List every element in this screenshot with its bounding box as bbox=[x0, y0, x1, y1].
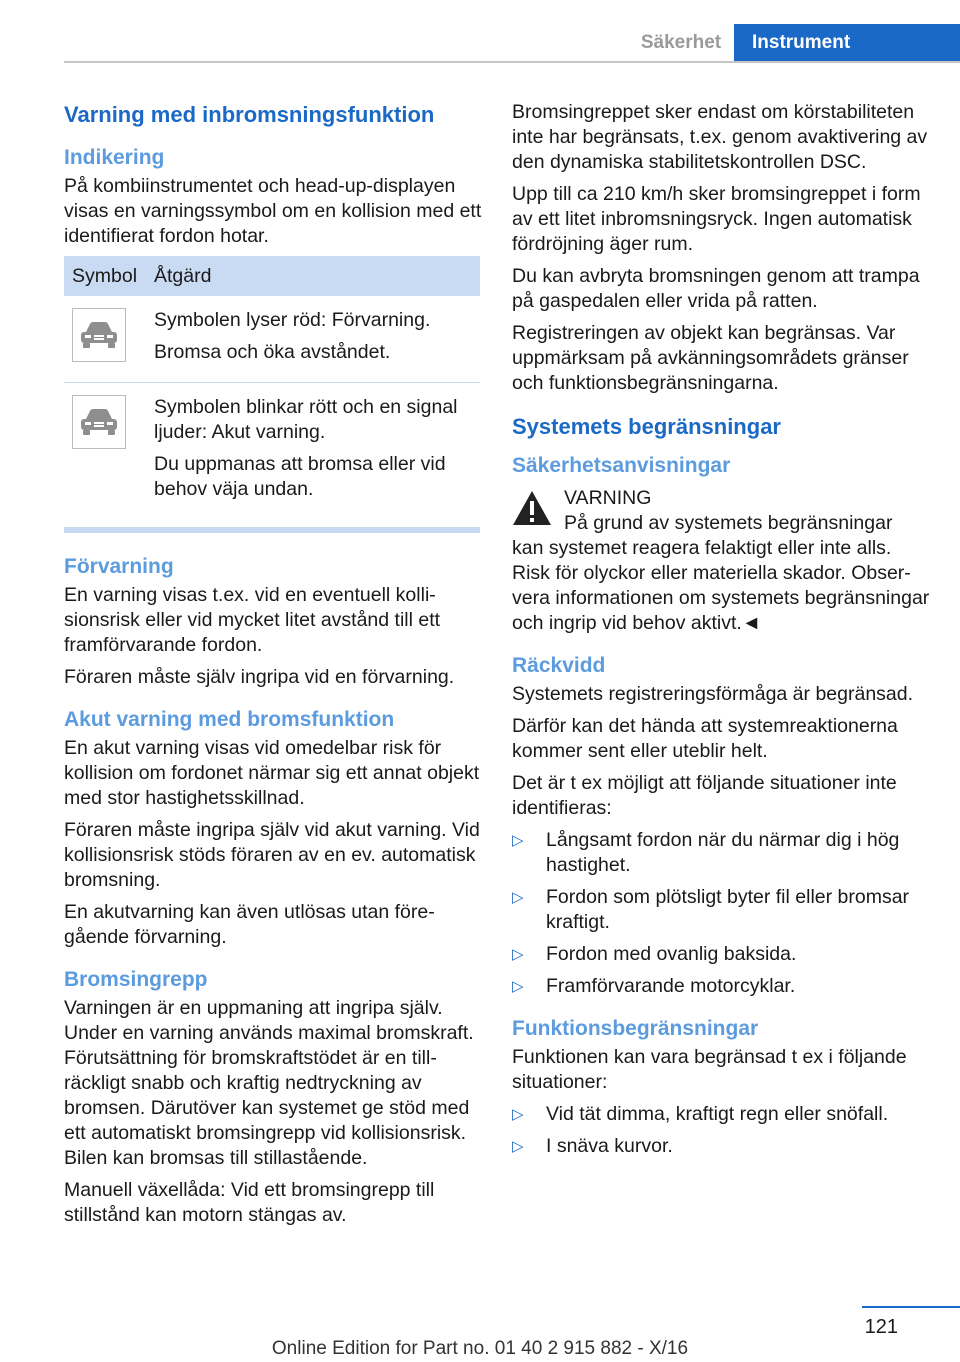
right-column bbox=[512, 100, 932, 1166]
table-row bbox=[64, 296, 480, 383]
list-item: ▷ Långsamt fordon när du närmar dig i hög hastighet. bbox=[512, 829, 900, 876]
acute-p3: En akutvarning kan även utlösas utan föregående förvarning. bbox=[64, 901, 435, 948]
page-number: 121 bbox=[864, 1316, 898, 1338]
braking-p1: Varningen är en uppmaning att ingripa själv. Under en varning används maximal bromskraft. Förutsättning för bromskraftstödet är en tillräckligt snabb och kraftig nedtryckning av bromsen. Därutöver kan systemet ge stöd med ett automatiskt bromsingrepp vid kollisionsrisk. Bilen kan bromsas till stillastående. bbox=[64, 997, 474, 1169]
braking-p2: Manuell växellåda: Vid ett bromsingrepp till stillstånd kan motorn stängas av. bbox=[64, 1179, 435, 1226]
table-end-bar bbox=[64, 527, 480, 533]
right-p3: Du kan avbryta bromsningen genom att trampa på gaspedalen eller vrida på ratten. bbox=[512, 265, 920, 312]
function-p1: Funktionen kan vara begränsad t ex i följande situationer: bbox=[512, 1046, 907, 1093]
triangle-bullet-icon: ▷ bbox=[512, 889, 524, 906]
left-column bbox=[64, 100, 482, 1235]
section-title-warning-braking: Varning med inbromsningsfunktion bbox=[64, 102, 435, 127]
right-p4: Registreringen av objekt kan begränsas. Var uppmärksam på avkänningsområdets gränser och funktionsbegränsningarna. bbox=[512, 322, 909, 394]
heading-prewarning: Förvarning bbox=[64, 555, 174, 578]
warning-box bbox=[512, 486, 932, 536]
row2-line2: Du uppmanas att bromsa eller vid behov väja undan. bbox=[154, 453, 446, 500]
acute-p1: En akut varning visas vid omedelbar risk för kollision om fordonet närmar sig ett annat objekt med stor hastighetsskillnad. bbox=[64, 737, 480, 809]
list-item: ▷ Vid tät dimma, kraftigt regn eller snöfall. bbox=[512, 1103, 889, 1125]
row1-line2: Bromsa och öka avståndet. bbox=[154, 341, 391, 363]
right-p2: Upp till ca 210 km/h sker bromsingreppet i form av ett litet inbromsningsryck. Ingen automatisk fördröjning äger rum. bbox=[512, 183, 921, 255]
header-symbol: Symbol bbox=[72, 264, 138, 287]
heading-function-limits: Funktionsbegränsningar bbox=[512, 1017, 759, 1040]
section-title-limits: Systemets begränsningar bbox=[512, 414, 781, 439]
triangle-bullet-icon: ▷ bbox=[512, 832, 524, 849]
indication-text: På kombiinstrumentet och head-up-displayen visas en varningssymbol om en kollision med ett identifierat fordon hotar. bbox=[64, 175, 482, 247]
symbol-table bbox=[64, 256, 480, 533]
range-p1: Systemets registreringsförmåga är begränsad. bbox=[512, 683, 914, 705]
header-tabs bbox=[628, 24, 960, 62]
footer-edition: Online Edition for Part no. 01 40 2 915 882 - X/16 bbox=[271, 1338, 689, 1359]
car-warning-icon bbox=[72, 308, 126, 362]
range-p2: Därför kan det hända att systemreaktionerna kommer sent eller uteblir helt. bbox=[512, 715, 898, 762]
warning-first-line: På grund av systemets begränsningar bbox=[564, 512, 893, 534]
tab-safety[interactable]: Säkerhet bbox=[640, 32, 722, 53]
footer-divider bbox=[862, 1306, 960, 1308]
triangle-bullet-icon: ▷ bbox=[512, 946, 524, 963]
car-warning-icon bbox=[72, 395, 126, 449]
heading-indication: Indikering bbox=[64, 146, 165, 169]
triangle-bullet-icon: ▷ bbox=[512, 1106, 524, 1123]
header-action: Åtgärd bbox=[154, 264, 212, 287]
triangle-bullet-icon: ▷ bbox=[512, 978, 524, 995]
right-p1: Bromsingreppet sker endast om körstabiliteten inte har begränsats, t.ex. genom avaktivering av den dynamiska stabilitetskontrollen DSC. bbox=[512, 101, 928, 173]
prewarning-p2: Föraren måste själv ingripa vid en förvarning. bbox=[64, 666, 455, 688]
list-item: ▷ Framförvarande motorcyklar. bbox=[512, 975, 796, 997]
tab-instrument[interactable]: Instrument bbox=[734, 24, 960, 62]
list-item: ▷ I snäva kurvor. bbox=[512, 1135, 673, 1157]
list-item: ▷ Fordon som plötsligt byter fil eller bromsar kraftigt. bbox=[512, 886, 910, 933]
heading-safety: Säkerhetsanvisningar bbox=[512, 454, 731, 477]
heading-range: Räckvidd bbox=[512, 654, 606, 677]
header-divider bbox=[64, 61, 960, 63]
table-row bbox=[64, 383, 480, 519]
range-p3: Det är t ex möjligt att följande situationer inte identifieras: bbox=[512, 772, 897, 819]
list-item: ▷ Fordon med ovanlig baksida. bbox=[512, 943, 797, 965]
warning-text: kan systemet reagera felaktigt eller inte alls. Risk för olyckor eller materiella skador. Observera informationen om systemets begränsningar och ingrip vid behov aktivt.◄ bbox=[512, 537, 930, 634]
row1-line1: Symbolen lyser röd: Förvarning. bbox=[154, 309, 431, 331]
table-header bbox=[64, 256, 480, 296]
acute-p2: Föraren måste ingripa själv vid akut varning. Vid kollisionsrisk stöds föraren av en ev. automatisk bromsning. bbox=[64, 819, 480, 891]
row2-line1: Symbolen blinkar rött och en signal ljuder: Akut varning. bbox=[154, 396, 458, 443]
heading-acute-warning: Akut varning med bromsfunktion bbox=[64, 708, 395, 731]
triangle-bullet-icon: ▷ bbox=[512, 1138, 524, 1155]
warning-triangle-icon bbox=[512, 490, 552, 526]
heading-braking: Bromsingrepp bbox=[64, 968, 208, 991]
warning-label: VARNING bbox=[564, 487, 652, 509]
prewarning-p1: En varning visas t.ex. vid en eventuell kollisionsrisk eller vid mycket litet avstånd till ett framförvarande fordon. bbox=[64, 584, 441, 656]
